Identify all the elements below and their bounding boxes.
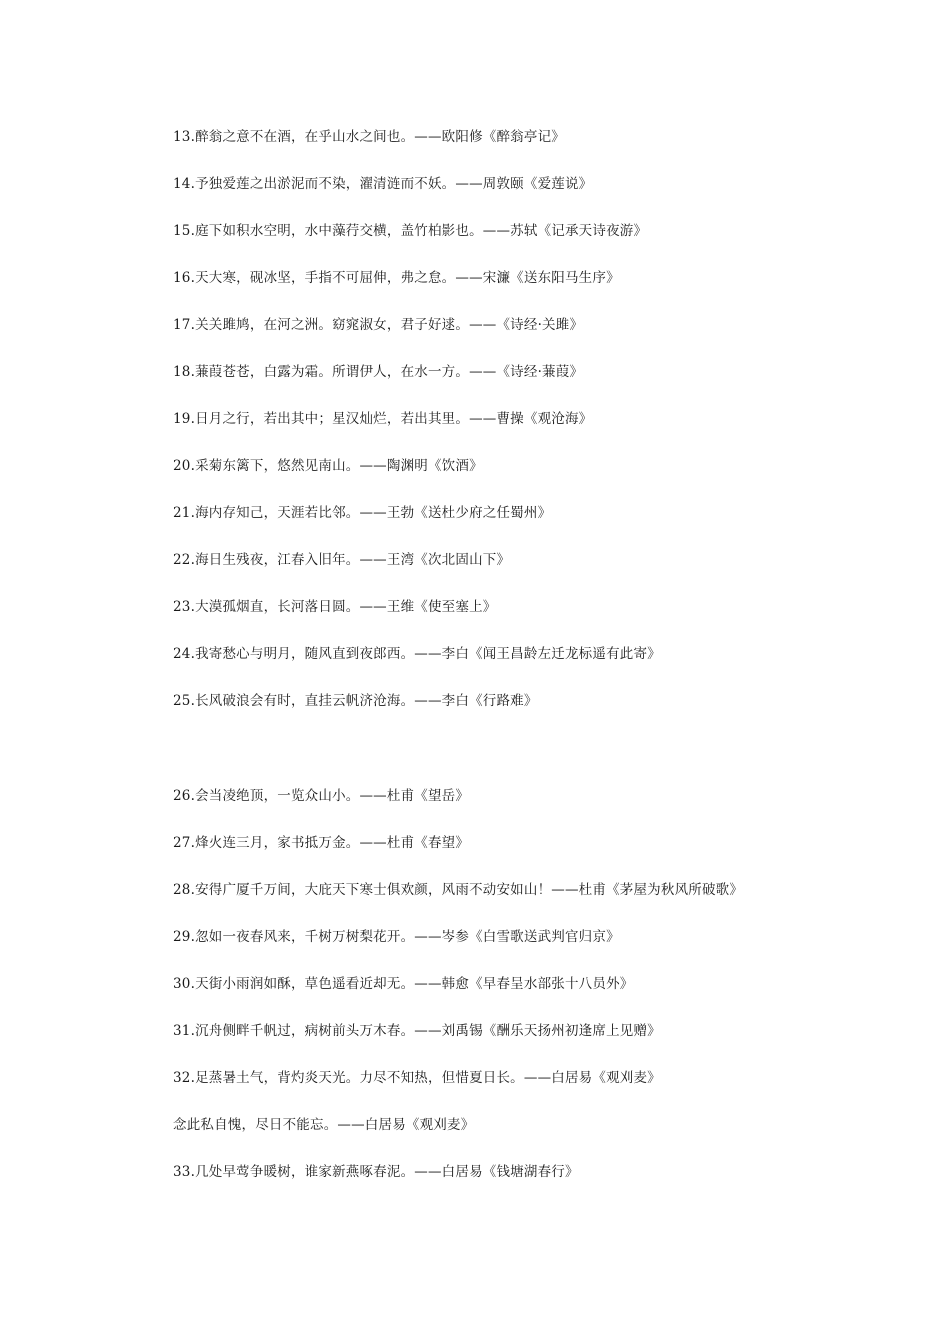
- quote-line-30: 30.天街小雨润如酥，草色遥看近却无。——韩愈《早春呈水部张十八员外》: [173, 976, 634, 992]
- quote-line-13: 13.醉翁之意不在酒，在乎山水之间也。——欧阳修《醉翁亭记》: [173, 129, 565, 145]
- quote-line-16: 16.天大寒，砚冰坚，手指不可屈伸，弗之怠。——宋濂《送东阳马生序》: [173, 270, 620, 286]
- quote-line-28: 28.安得广厦千万间，大庇天下寒士俱欢颜，风雨不动安如山！——杜甫《茅屋为秋风所破歌》: [173, 882, 744, 898]
- quote-line-20: 20.采菊东篱下，悠然见南山。——陶渊明《饮酒》: [173, 458, 483, 474]
- quote-line-27: 27.烽火连三月，家书抵万金。——杜甫《春望》: [173, 835, 470, 851]
- quote-line-33: 33.几处早莺争暖树，谁家新燕啄春泥。——白居易《钱塘湖春行》: [173, 1164, 579, 1180]
- quote-line-31: 31.沉舟侧畔千帆过，病树前头万木春。——刘禹锡《酬乐天扬州初逢席上见赠》: [173, 1023, 661, 1039]
- quote-line-23: 23.大漠孤烟直，长河落日圆。——王维《使至塞上》: [173, 599, 497, 615]
- quote-line-32-continued: 念此私自愧，尽日不能忘。——白居易《观刈麦》: [173, 1117, 475, 1133]
- quote-line-24: 24.我寄愁心与明月，随风直到夜郎西。——李白《闻王昌龄左迁龙标遥有此寄》: [173, 646, 661, 662]
- quote-line-15: 15.庭下如积水空明，水中藻荇交横，盖竹柏影也。——苏轼《记承天诗夜游》: [173, 223, 648, 239]
- quote-line-22: 22.海日生残夜，江春入旧年。——王湾《次北固山下》: [173, 552, 511, 568]
- quote-line-21: 21.海内存知己，天涯若比邻。——王勃《送杜少府之任蜀州》: [173, 505, 552, 521]
- quote-line-14: 14.予独爱莲之出淤泥而不染，濯清涟而不妖。——周敦颐《爱莲说》: [173, 176, 593, 192]
- quote-line-29: 29.忽如一夜春风来，千树万树梨花开。——岑参《白雪歌送武判官归京》: [173, 929, 620, 945]
- quote-line-25: 25.长风破浪会有时，直挂云帆济沧海。——李白《行路难》: [173, 693, 538, 709]
- quote-line-17: 17.关关雎鸠，在河之洲。窈窕淑女，君子好逑。——《诗经·关雎》: [173, 317, 584, 333]
- quote-line-32: 32.足蒸暑土气，背灼炎天光。力尽不知热，但惜夏日长。——白居易《观刈麦》: [173, 1070, 661, 1086]
- quote-line-18: 18.蒹葭苍苍，白露为霜。所谓伊人，在水一方。——《诗经·蒹葭》: [173, 364, 584, 380]
- quote-line-26: 26.会当凌绝顶，一览众山小。——杜甫《望岳》: [173, 788, 470, 804]
- quote-line-19: 19.日月之行，若出其中；星汉灿烂，若出其里。——曹操《观沧海》: [173, 411, 593, 427]
